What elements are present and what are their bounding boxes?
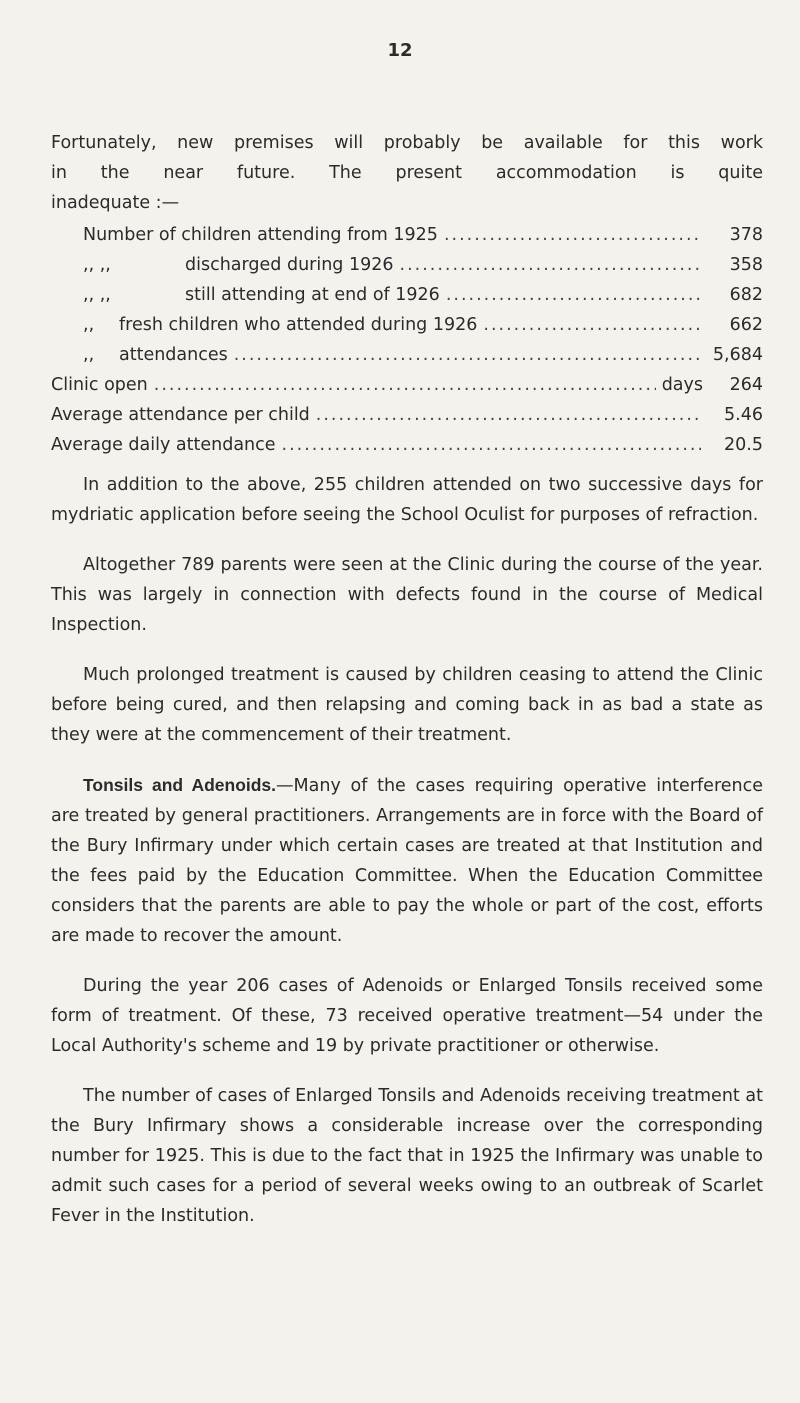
ditto-mark: ,, ,, (83, 255, 111, 275)
statistics-table (51, 220, 763, 460)
stat-label: Average attendance per child (51, 405, 310, 425)
page-number: 12 (387, 40, 413, 61)
ditto-mark: ,, (83, 345, 95, 365)
intro-line-2: in the near future. The present accommodation is quite (51, 163, 763, 183)
stat-value: 5.46 (724, 405, 763, 425)
stat-value: 5,684 (712, 345, 763, 365)
dot-leader (444, 220, 701, 250)
stat-label: Number of children attending from 1925 (83, 225, 438, 245)
section-heading: Tonsils and Adenoids. (83, 775, 277, 795)
stat-row (51, 250, 763, 280)
stat-row (51, 280, 763, 310)
stat-label: Clinic open (51, 375, 148, 395)
stat-row (51, 340, 763, 370)
stat-value: 20.5 (724, 435, 763, 455)
stat-row (51, 310, 763, 340)
dot-leader (400, 250, 701, 280)
dot-leader (282, 430, 701, 460)
tonsils-paragraph (51, 770, 763, 951)
dot-leader (154, 370, 656, 400)
intro-line-3: inadequate :— (51, 193, 180, 213)
dot-leader (234, 340, 701, 370)
dot-leader (446, 280, 701, 310)
stat-value: 378 (729, 225, 763, 245)
parents-paragraph: Altogether 789 parents were seen at the Clinic during the course of the year. This was largely in connection with defects found in the course of Medical Inspection. (51, 555, 763, 635)
ditto-mark: ,, (83, 315, 95, 335)
stat-label: fresh children who attended during 1926 (119, 315, 478, 335)
stat-label: still attending at end of 1926 (185, 285, 440, 305)
intro-line-1: Fortunately, new premises will probably be available for this work (51, 133, 763, 153)
stat-value: 662 (729, 315, 763, 335)
dot-leader (483, 310, 701, 340)
year-cases-paragraph: During the year 206 cases of Adenoids or Enlarged Tonsils received some form of treatment. Of these, 73 received operative treatment—54 under the Local Authority's scheme and 19 by private practitioner or otherwise. (51, 976, 763, 1056)
page-body (51, 128, 763, 1231)
intro-paragraph (51, 128, 763, 218)
stat-row (51, 400, 763, 430)
ditto-mark: ,, ,, (83, 285, 111, 305)
stat-label: Average daily attendance (51, 435, 276, 455)
stat-row (51, 430, 763, 460)
prolonged-treatment-paragraph: Much prolonged treatment is caused by children ceasing to attend the Clinic before being cured, and then relapsing and coming back in as bad a state as they were at the commencement of their treatment. (51, 665, 763, 745)
stat-unit: days (661, 375, 703, 395)
dot-leader (316, 400, 701, 430)
mydriatic-paragraph: In addition to the above, 255 children attended on two successive days for mydriatic application before seeing the School Oculist for purposes of refraction. (51, 475, 763, 525)
stat-row (51, 370, 763, 400)
stat-value: 358 (729, 255, 763, 275)
stat-row (51, 220, 763, 250)
stat-value: 264 (729, 375, 763, 395)
tonsils-body: —Many of the cases requiring operative interference are treated by general practitioners. Arrangements are in force with the Board of the Bury Infirmary under which certain cases are treated at that Institution and the fees paid by the Education Committee. When the Education Committee considers that the parents are able to pay the whole or part of the cost, efforts are made to recover the amount. (51, 776, 763, 946)
stat-label: discharged during 1926 (185, 255, 394, 275)
stat-label: attendances (119, 345, 228, 365)
stat-value: 682 (729, 285, 763, 305)
infirmary-paragraph: The number of cases of Enlarged Tonsils and Adenoids receiving treatment at the Bury Infirmary shows a considerable increase over the corresponding number for 1925. This is due to the fact that in 1925 the Infirmary was unable to admit such cases for a period of several weeks owing to an outbreak of Scarlet Fever in the Institution. (51, 1086, 763, 1226)
